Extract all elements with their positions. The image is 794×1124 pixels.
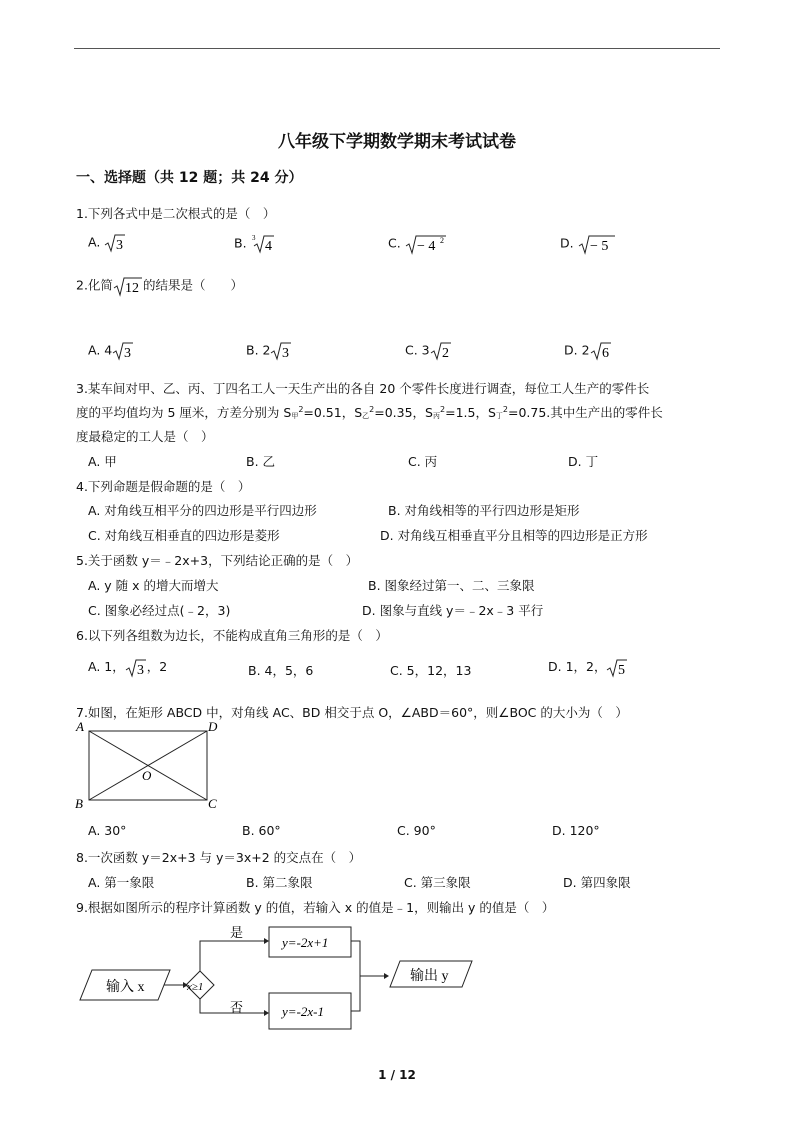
yes-label: 是 [230,925,244,940]
radicand: 6 [601,346,609,361]
subscript: 丙 [433,412,440,420]
stem-text: =0.75.其中生产出的零件长 [507,405,663,420]
q6-option-b[interactable]: B. 4，5，6 [248,663,314,678]
radical-sign [590,341,612,361]
radical-sign [113,275,143,297]
decision-label: x≥1 [187,981,204,993]
vertex-label-a: A [76,719,84,734]
q7-option-b[interactable]: B. 60° [242,823,281,838]
q8-option-c[interactable]: C. 第三象限 [404,875,471,890]
stem-text: =0.51，S [303,405,363,420]
q7-option-d[interactable]: D. 120° [552,823,600,838]
stem-text: 2.化简 [76,277,113,293]
q2-option-b[interactable] [246,341,292,361]
subscript: 乙 [362,412,370,420]
radical-sign [578,233,616,255]
superscript: 2 [502,405,508,414]
q7-option-a[interactable]: A. 30° [88,823,127,838]
stem-text: 度的平均值均为 5 厘米，方差分别为 S [76,405,292,420]
q5-option-c[interactable]: C. 图象必经过点(﹣2，3) [88,603,231,618]
stem-text: 的结果是（ ） [142,277,243,293]
page-number: 1 / 12 [378,1068,416,1082]
page-title: 八年级下学期数学期末考试试卷 [278,132,516,152]
q2-option-d[interactable] [564,341,612,361]
option-text: D. 2 [564,342,590,358]
q6-option-a[interactable] [88,657,167,678]
arrow-head [264,938,269,944]
exponent: 2 [439,236,444,245]
no-label: 否 [230,1000,244,1015]
superscript: 2 [369,405,375,414]
q3-option-a[interactable]: A. 甲 [88,454,117,469]
vertex-label-c: C [208,796,217,811]
radical-sign [606,658,628,678]
merge-line [351,941,360,1011]
q5-option-a[interactable]: A. y 随 x 的增大而增大 [88,578,219,593]
option-letter: A. [88,234,101,250]
radicand: 5 [618,662,626,678]
formula-no: y=-2x-1 [282,1004,324,1019]
radical-sign [270,341,292,361]
q2-option-a[interactable] [88,341,134,361]
question-3-line-2 [76,403,663,421]
subscript: 丁 [495,412,503,420]
option-letter: D. [560,235,574,251]
option-text: D. 1，2， [548,659,607,674]
q8-option-b[interactable]: B. 第二象限 [246,875,313,890]
question-4-stem: 4.下列命题是假命题的是（ ） [76,479,251,494]
option-text: ，2 [146,659,168,674]
question-7-stem: 7.如图，在矩形 ABCD 中，对角线 AC、BD 相交于点 O，∠ABD＝60°，则∠BOC 的大小为（ ） [76,705,628,720]
q4-option-d[interactable]: D. 对角线互相垂直平分且相等的四边形是正方形 [380,528,648,543]
rectangle-diagram [72,718,232,812]
option-text: A. 4 [88,342,113,358]
radicand: − 4 [416,239,436,254]
question-1-stem: 1.下列各式中是二次根式的是（ ） [76,206,276,221]
q1-option-c[interactable] [388,233,447,255]
center-label-o: O [142,768,152,783]
radicand: 3 [116,238,124,253]
arrow-head [264,1010,269,1016]
superscript: 2 [298,405,304,414]
flowchart-diagram [70,925,490,1037]
stem-text: =0.35，S [374,405,433,420]
question-5-stem: 5.关于函数 y＝﹣2x+3，下列结论正确的是（ ） [76,553,359,568]
question-3-line-3: 度最稳定的工人是（ ） [76,429,214,444]
q3-option-c[interactable]: C. 丙 [408,454,438,469]
q1-option-b[interactable] [234,233,275,255]
radicand: 2 [441,346,449,361]
stem-text: =1.5，S [445,405,496,420]
vertex-label-b: B [75,796,83,811]
radical-sign [430,341,452,361]
q3-option-d[interactable]: D. 丁 [568,454,599,469]
radicand: 3 [124,346,132,361]
radicand: − 5 [589,239,608,254]
q5-option-b[interactable]: B. 图象经过第一、二、三象限 [368,578,535,593]
formula-yes: y=-2x+1 [282,935,329,950]
header-rule [74,48,720,49]
q4-option-a[interactable]: A. 对角线互相平分的四边形是平行四边形 [88,503,317,518]
arrow-head [384,973,389,979]
section-heading: 一、选择题（共 12 题；共 24 分） [76,170,303,186]
output-label: 输出 y [410,969,449,984]
radicand: 3 [282,346,290,361]
superscript: 2 [440,405,446,414]
q1-option-d[interactable] [560,233,616,255]
radical-sign [251,233,275,255]
radicand: 4 [264,239,272,254]
option-text: B. 2 [246,342,271,358]
question-6-stem: 6.以下列各组数为边长，不能构成直角三角形的是（ ） [76,628,388,643]
q1-option-a[interactable] [88,233,126,253]
yes-branch-line [200,941,268,971]
option-text: C. 3 [405,342,430,358]
radical-sign [405,233,447,255]
radicand: 12 [124,281,139,296]
q4-option-c[interactable]: C. 对角线互相垂直的四边形是菱形 [88,528,280,543]
root-index: 3 [251,234,256,242]
question-2-stem [76,275,243,297]
input-label: 输入 x [106,980,145,995]
radicand: 3 [136,662,144,678]
option-letter: B. [234,235,247,251]
radical-sign [112,341,134,361]
question-9-stem: 9.根据如图所示的程序计算函数 y 的值，若输入 x 的值是﹣1，则输出 y 的值是（ ） [76,900,555,915]
option-text: A. 1， [88,659,125,674]
q2-option-c[interactable] [405,341,452,361]
question-3-line-1: 3.某车间对甲、乙、丙、丁四名工人一天生产出的各自 20 个零件长度进行调查，每位工人生产的零件长 [76,381,650,396]
q3-option-b[interactable]: B. 乙 [246,454,276,469]
option-letter: C. [388,235,401,251]
subscript: 甲 [291,412,299,420]
vertex-label-d: D [208,719,218,734]
q5-option-d[interactable]: D. 图象与直线 y＝﹣2x﹣3 平行 [362,603,544,618]
q6-option-d[interactable] [548,657,628,678]
q4-option-b[interactable]: B. 对角线相等的平行四边形是矩形 [388,503,580,518]
q6-option-c[interactable]: C. 5，12，13 [390,663,472,678]
radical-sign [104,233,126,253]
q8-option-d[interactable]: D. 第四象限 [563,875,631,890]
q7-option-c[interactable]: C. 90° [397,823,436,838]
q8-option-a[interactable]: A. 第一象限 [88,875,155,890]
radical-sign [125,658,147,678]
question-8-stem: 8.一次函数 y＝2x+3 与 y＝3x+2 的交点在（ ） [76,850,362,865]
